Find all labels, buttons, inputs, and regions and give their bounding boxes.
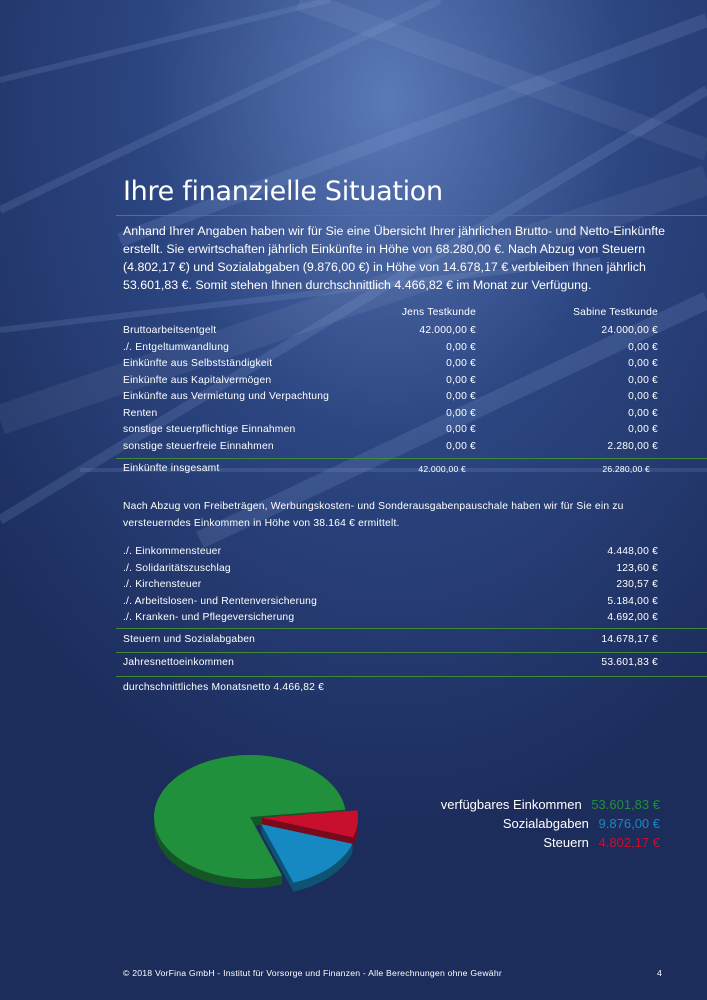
table-header-row — [123, 305, 663, 321]
deduction-row — [123, 544, 663, 560]
net-income-value: 53.601,83 € — [601, 657, 658, 668]
deduction-value: 4.692,00 € — [607, 612, 658, 623]
row-label: Renten — [123, 407, 158, 419]
row-value-sabine: 24.000,00 € — [601, 325, 658, 336]
table-row — [123, 340, 663, 356]
net-income-divider — [116, 676, 707, 677]
row-label: Bruttoarbeitsentgelt — [123, 325, 217, 336]
income-total-sabine: 26.280,00 € — [602, 464, 650, 474]
deduction-label: ./. Solidaritätszuschlag — [123, 562, 231, 574]
sum-tax-divider — [116, 652, 707, 653]
intro-paragraph: Anhand Ihrer Angaben haben wir für Sie eine Übersicht Ihrer jährlichen Brutto- und Netto-Einkünfte erstellt. Sie erwirtschaften jährlich Einkünfte in Höhe von 68.280,00 €. Nach Abzug von Steuern (4.802,17 €) und Sozialabgaben (9.876,00 €) in Höhe von 14.678,17 € verbleiben Ihnen jährlich 53.601,83 €. Somit stehen Ihnen durchschnittlich 4.466,82 € im Monat zur Verfügung. — [123, 224, 666, 292]
legend-item-taxes — [543, 835, 660, 850]
row-value-sabine: 0,00 € — [628, 341, 658, 353]
income-total-row — [123, 461, 663, 477]
row-value-jens: 0,00 € — [446, 391, 476, 402]
table-row — [123, 323, 663, 339]
column-header-sabine: Sabine Testkunde — [573, 307, 658, 318]
net-income-label: Jahresnettoeinkommen — [123, 657, 235, 668]
page-title: Ihre finanzielle Situation — [123, 176, 443, 207]
monthly-net-row — [123, 680, 663, 696]
title-divider — [116, 215, 707, 216]
row-value-jens: 0,00 € — [446, 374, 476, 386]
legend-value: 4.802,17 € — [598, 835, 660, 850]
table-row — [123, 406, 663, 422]
table-row — [123, 439, 663, 455]
income-total-divider — [116, 458, 707, 459]
table-row — [123, 373, 663, 389]
row-value-jens: 0,00 € — [446, 424, 476, 435]
monthly-net-text: durchschnittliches Monatsnetto 4.466,82 € — [123, 682, 325, 693]
row-label: sonstige steuerpflichtige Einnahmen — [123, 424, 296, 435]
table-row — [123, 389, 663, 405]
deduction-label: ./. Kirchensteuer — [123, 579, 202, 590]
row-value-jens: 0,00 € — [446, 341, 476, 353]
footer-copyright: © 2018 VorFina GmbH - Institut für Vorsorge und Finanzen - Alle Berechnungen ohne Gewähr — [123, 968, 502, 978]
row-value-jens: 0,00 € — [446, 358, 476, 369]
sum-tax-row — [123, 632, 663, 648]
income-total-jens: 42.000,00 € — [418, 464, 466, 474]
deduction-label: ./. Kranken- und Pflegeversicherung — [123, 612, 295, 623]
row-label: ./. Entgeltumwandlung — [123, 341, 230, 353]
sum-tax-value: 14.678,17 € — [601, 634, 658, 645]
legend-label: verfügbares Einkommen — [440, 797, 582, 812]
legend-value: 9.876,00 € — [598, 816, 660, 831]
legend-label: Sozialabgaben — [502, 816, 589, 831]
row-value-sabine: 2.280,00 € — [607, 440, 658, 452]
net-income-row — [123, 655, 663, 671]
deduction-label: ./. Arbeitslosen- und Rentenversicherung — [123, 595, 318, 607]
deduction-row — [123, 610, 663, 626]
legend-item-available-income — [441, 797, 660, 812]
deduction-row — [123, 577, 663, 593]
deductions-divider — [116, 628, 707, 629]
row-value-jens: 0,00 € — [446, 440, 476, 452]
deduction-row — [123, 561, 663, 577]
deduction-value: 230,57 € — [616, 579, 658, 590]
row-value-sabine: 0,00 € — [628, 374, 658, 386]
row-label: Einkünfte aus Kapitalvermögen — [123, 374, 272, 386]
income-pie-chart — [150, 745, 380, 915]
row-value-sabine: 0,00 € — [628, 358, 658, 369]
row-label: sonstige steuerfreie Einnahmen — [123, 440, 274, 452]
income-total-label: Einkünfte insgesamt — [123, 463, 220, 474]
deduction-label: ./. Einkommensteuer — [123, 546, 222, 557]
deduction-row — [123, 594, 663, 610]
legend-value: 53.601,83 € — [591, 797, 660, 812]
taxable-income-paragraph: Nach Abzug von Freibeträgen, Werbungskosten- und Sonderausgabenpauschale haben wir für Sie ein zu versteuerndes Einkommen in Höhe von 38.164 € ermittelt. — [123, 501, 624, 529]
row-value-sabine: 0,00 € — [628, 407, 658, 419]
row-value-sabine: 0,00 € — [628, 424, 658, 435]
legend-label: Steuern — [543, 835, 589, 850]
deduction-value: 5.184,00 € — [607, 595, 658, 607]
row-label: Einkünfte aus Selbstständigkeit — [123, 358, 273, 369]
row-value-jens: 0,00 € — [446, 407, 476, 419]
deduction-value: 4.448,00 € — [607, 546, 658, 557]
row-value-sabine: 0,00 € — [628, 391, 658, 402]
table-row — [123, 422, 663, 438]
page-number: 4 — [657, 968, 662, 978]
legend-item-social-contributions — [503, 816, 660, 831]
table-row — [123, 356, 663, 372]
sum-tax-label: Steuern und Sozialabgaben — [123, 634, 256, 645]
row-value-jens: 42.000,00 € — [419, 325, 476, 336]
deduction-value: 123,60 € — [616, 562, 658, 574]
row-label: Einkünfte aus Vermietung und Verpachtung — [123, 391, 330, 402]
column-header-jens: Jens Testkunde — [401, 307, 476, 318]
